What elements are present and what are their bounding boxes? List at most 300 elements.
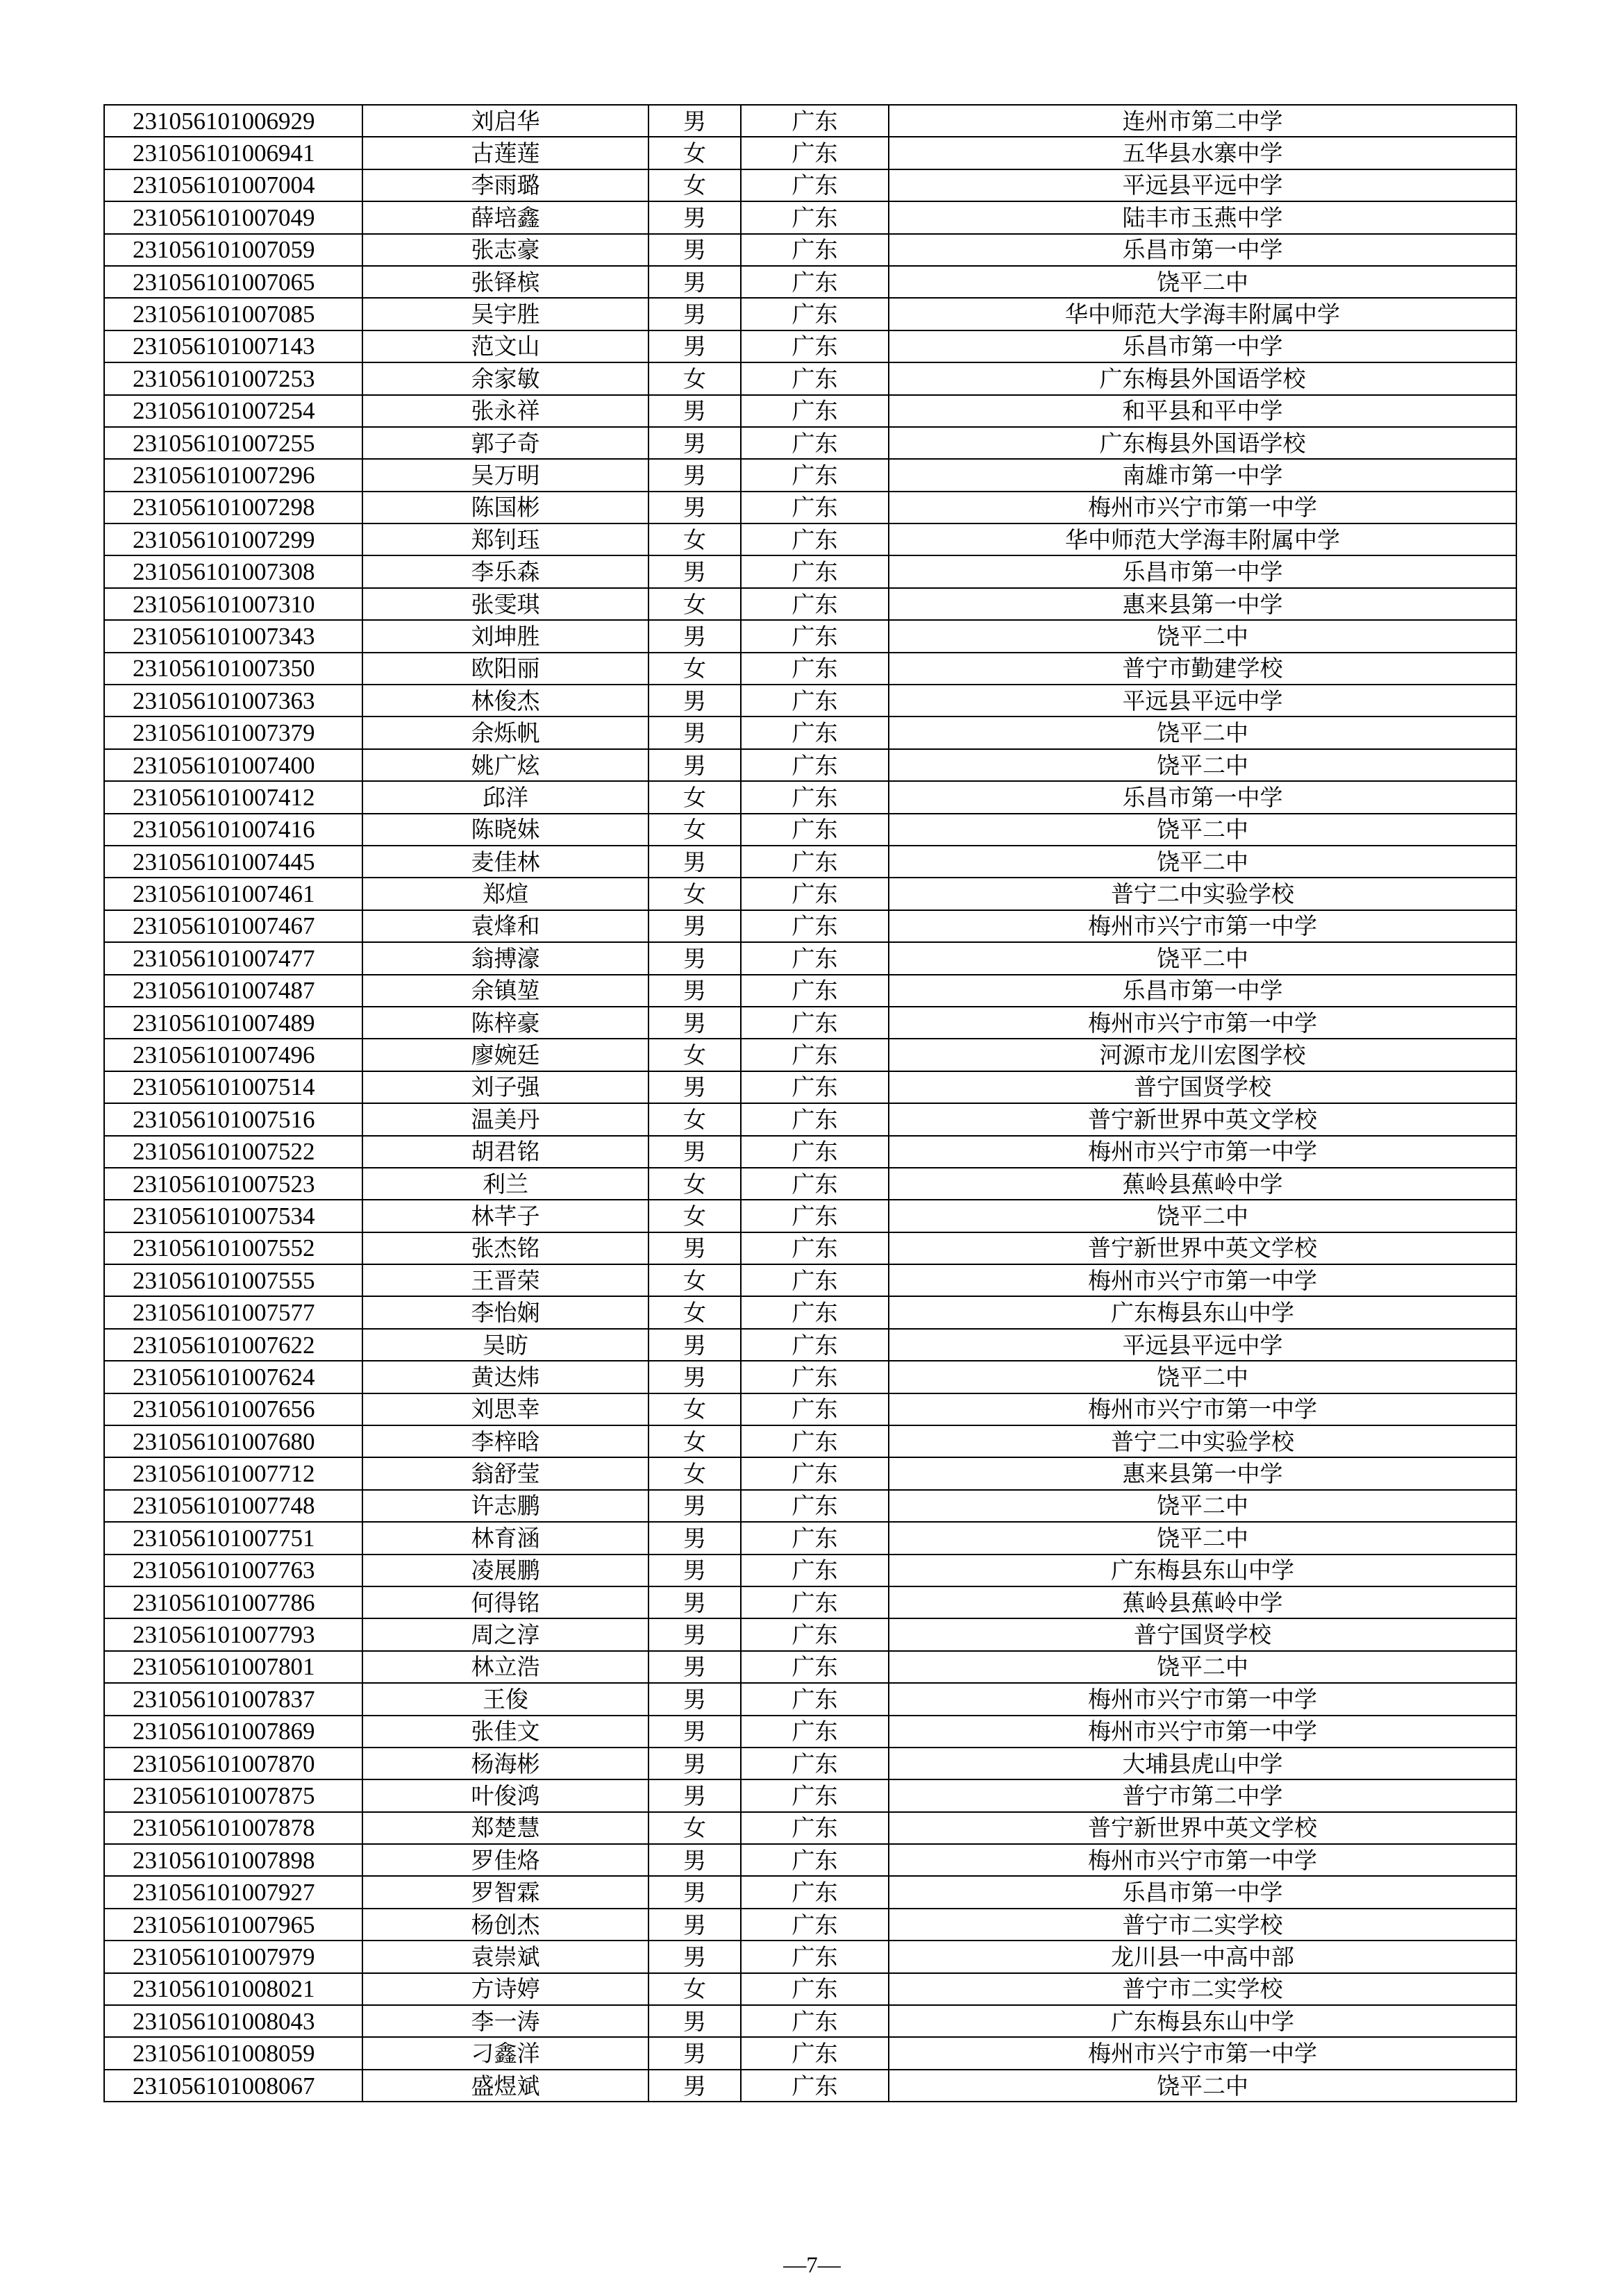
candidate-id-cell: 231056101007308: [104, 555, 362, 587]
candidate-id-cell: 231056101007004: [104, 169, 362, 201]
candidate-id-cell: 231056101007514: [104, 1071, 362, 1103]
province-cell: 广东: [741, 620, 889, 652]
table-row: [104, 1973, 1516, 2005]
student-name-cell: 袁崇斌: [362, 1941, 648, 1972]
table-row: [104, 234, 1516, 266]
school-cell: 普宁市二实学校: [889, 1973, 1516, 2005]
school-cell: 饶平二中: [889, 717, 1516, 748]
candidate-id-cell: 231056101007467: [104, 910, 362, 942]
student-name-cell: 胡君铭: [362, 1136, 648, 1168]
student-name-cell: 王晋荣: [362, 1264, 648, 1296]
student-name-cell: 吴万明: [362, 459, 648, 491]
school-cell: 梅州市兴宁市第一中学: [889, 492, 1516, 523]
school-cell: 饶平二中: [889, 814, 1516, 846]
table-row: [104, 653, 1516, 685]
school-cell: 和平县和平中学: [889, 395, 1516, 427]
student-name-cell: 林立浩: [362, 1651, 648, 1683]
student-name-cell: 余镇堃: [362, 975, 648, 1007]
gender-cell: 女: [648, 781, 741, 813]
table-row: [104, 1941, 1516, 1972]
province-cell: 广东: [741, 1683, 889, 1715]
province-cell: 广东: [741, 1716, 889, 1748]
student-name-cell: 张铎槟: [362, 266, 648, 298]
province-cell: 广东: [741, 1779, 889, 1811]
gender-cell: 男: [648, 685, 741, 717]
school-cell: 五华县水寨中学: [889, 137, 1516, 169]
school-cell: 普宁新世界中英文学校: [889, 1812, 1516, 1844]
candidate-id-cell: 231056101007461: [104, 878, 362, 910]
candidate-id-cell: 231056101007487: [104, 975, 362, 1007]
table-row: [104, 395, 1516, 427]
province-cell: 广东: [741, 1586, 889, 1618]
school-cell: 梅州市兴宁市第一中学: [889, 1844, 1516, 1876]
province-cell: 广东: [741, 1393, 889, 1425]
candidate-id-cell: 231056101007793: [104, 1618, 362, 1650]
school-cell: 大埔县虎山中学: [889, 1748, 1516, 1779]
student-name-cell: 林俊杰: [362, 685, 648, 717]
table-row: [104, 1264, 1516, 1296]
table-row: [104, 814, 1516, 846]
candidate-id-cell: 231056101007786: [104, 1586, 362, 1618]
province-cell: 广东: [741, 105, 889, 137]
student-name-cell: 刘启华: [362, 105, 648, 137]
gender-cell: 女: [648, 362, 741, 394]
gender-cell: 男: [648, 1522, 741, 1554]
candidate-id-cell: 231056101007555: [104, 1264, 362, 1296]
school-cell: 饶平二中: [889, 749, 1516, 781]
province-cell: 广东: [741, 1973, 889, 2005]
table-row: [104, 201, 1516, 233]
table-row: [104, 1490, 1516, 1522]
school-cell: 广东梅县东山中学: [889, 1296, 1516, 1328]
gender-cell: 男: [648, 1490, 741, 1522]
candidate-id-cell: 231056101006929: [104, 105, 362, 137]
student-name-cell: 姚广炫: [362, 749, 648, 781]
province-cell: 广东: [741, 169, 889, 201]
table-row: [104, 105, 1516, 137]
student-name-cell: 吴宇胜: [362, 298, 648, 330]
school-cell: 平远县平远中学: [889, 169, 1516, 201]
student-name-cell: 罗佳烙: [362, 1844, 648, 1876]
student-name-cell: 叶俊鸿: [362, 1779, 648, 1811]
school-cell: 梅州市兴宁市第一中学: [889, 1007, 1516, 1039]
table-row: [104, 1683, 1516, 1715]
table-row: [104, 1716, 1516, 1748]
student-name-cell: 李一涛: [362, 2005, 648, 2037]
student-name-cell: 罗智霖: [362, 1876, 648, 1908]
province-cell: 广东: [741, 330, 889, 362]
gender-cell: 女: [648, 1264, 741, 1296]
gender-cell: 男: [648, 942, 741, 974]
school-cell: 乐昌市第一中学: [889, 234, 1516, 266]
student-name-cell: 刁鑫洋: [362, 2037, 648, 2069]
student-name-cell: 薛培鑫: [362, 201, 648, 233]
gender-cell: 女: [648, 1296, 741, 1328]
province-cell: 广东: [741, 846, 889, 878]
candidate-id-cell: 231056101007898: [104, 1844, 362, 1876]
candidate-id-cell: 231056101007065: [104, 266, 362, 298]
candidate-id-cell: 231056101008021: [104, 1973, 362, 2005]
gender-cell: 男: [648, 105, 741, 137]
student-name-cell: 王俊: [362, 1683, 648, 1715]
table-row: [104, 298, 1516, 330]
province-cell: 广东: [741, 1103, 889, 1135]
province-cell: 广东: [741, 1941, 889, 1972]
student-name-cell: 许志鹏: [362, 1490, 648, 1522]
student-name-cell: 方诗婷: [362, 1973, 648, 2005]
candidate-id-cell: 231056101008043: [104, 2005, 362, 2037]
province-cell: 广东: [741, 910, 889, 942]
province-cell: 广东: [741, 1748, 889, 1779]
candidate-id-cell: 231056101007445: [104, 846, 362, 878]
province-cell: 广东: [741, 1361, 889, 1393]
candidate-id-cell: 231056101007979: [104, 1941, 362, 1972]
student-name-cell: 麦佳林: [362, 846, 648, 878]
table-row: [104, 1586, 1516, 1618]
school-cell: 普宁国贤学校: [889, 1618, 1516, 1650]
student-name-cell: 利兰: [362, 1168, 648, 1200]
gender-cell: 男: [648, 620, 741, 652]
province-cell: 广东: [741, 234, 889, 266]
candidate-id-cell: 231056101007523: [104, 1168, 362, 1200]
student-name-cell: 陈梓豪: [362, 1007, 648, 1039]
candidate-id-cell: 231056101007350: [104, 653, 362, 685]
candidate-id-cell: 231056101007680: [104, 1425, 362, 1457]
gender-cell: 男: [648, 1361, 741, 1393]
table-row: [104, 1329, 1516, 1361]
student-name-cell: 杨海彬: [362, 1748, 648, 1779]
student-name-cell: 古莲莲: [362, 137, 648, 169]
table-row: [104, 459, 1516, 491]
gender-cell: 男: [648, 1844, 741, 1876]
table-row: [104, 1296, 1516, 1328]
school-cell: 连州市第二中学: [889, 105, 1516, 137]
candidate-id-cell: 231056101007622: [104, 1329, 362, 1361]
province-cell: 广东: [741, 749, 889, 781]
school-cell: 饶平二中: [889, 942, 1516, 974]
candidate-id-cell: 231056101007310: [104, 588, 362, 620]
candidate-id-cell: 231056101007751: [104, 1522, 362, 1554]
candidate-id-cell: 231056101007412: [104, 781, 362, 813]
province-cell: 广东: [741, 1457, 889, 1489]
school-cell: 华中师范大学海丰附属中学: [889, 298, 1516, 330]
gender-cell: 男: [648, 427, 741, 459]
gender-cell: 男: [648, 459, 741, 491]
school-cell: 蕉岭县蕉岭中学: [889, 1168, 1516, 1200]
gender-cell: 女: [648, 814, 741, 846]
candidate-id-cell: 231056101007296: [104, 459, 362, 491]
school-cell: 饶平二中: [889, 1651, 1516, 1683]
gender-cell: 男: [648, 1748, 741, 1779]
candidate-id-cell: 231056101007624: [104, 1361, 362, 1393]
gender-cell: 男: [648, 1779, 741, 1811]
province-cell: 广东: [741, 878, 889, 910]
candidate-id-cell: 231056101007748: [104, 1490, 362, 1522]
province-cell: 广东: [741, 362, 889, 394]
table-row: [104, 717, 1516, 748]
gender-cell: 男: [648, 234, 741, 266]
gender-cell: 女: [648, 653, 741, 685]
gender-cell: 男: [648, 1007, 741, 1039]
table-row: [104, 749, 1516, 781]
candidate-id-cell: 231056101008067: [104, 2070, 362, 2102]
school-cell: 华中师范大学海丰附属中学: [889, 523, 1516, 555]
school-cell: 蕉岭县蕉岭中学: [889, 1586, 1516, 1618]
school-cell: 乐昌市第一中学: [889, 555, 1516, 587]
school-cell: 南雄市第一中学: [889, 459, 1516, 491]
province-cell: 广东: [741, 1555, 889, 1586]
gender-cell: 男: [648, 1941, 741, 1972]
province-cell: 广东: [741, 1039, 889, 1071]
school-cell: 梅州市兴宁市第一中学: [889, 1716, 1516, 1748]
gender-cell: 女: [648, 169, 741, 201]
table-row: [104, 2070, 1516, 2102]
province-cell: 广东: [741, 395, 889, 427]
table-row: [104, 1361, 1516, 1393]
student-name-cell: 袁烽和: [362, 910, 648, 942]
province-cell: 广东: [741, 427, 889, 459]
school-cell: 平远县平远中学: [889, 685, 1516, 717]
province-cell: 广东: [741, 1812, 889, 1844]
gender-cell: 男: [648, 1876, 741, 1908]
gender-cell: 男: [648, 1651, 741, 1683]
candidate-id-cell: 231056101007552: [104, 1232, 362, 1264]
gender-cell: 男: [648, 975, 741, 1007]
table-row: [104, 1844, 1516, 1876]
candidate-id-cell: 231056101007577: [104, 1296, 362, 1328]
table-row: [104, 1168, 1516, 1200]
province-cell: 广东: [741, 1071, 889, 1103]
candidate-id-cell: 231056101007049: [104, 201, 362, 233]
school-cell: 陆丰市玉燕中学: [889, 201, 1516, 233]
school-cell: 普宁市第二中学: [889, 1779, 1516, 1811]
table-row: [104, 620, 1516, 652]
province-cell: 广东: [741, 298, 889, 330]
school-cell: 饶平二中: [889, 1522, 1516, 1554]
student-name-cell: 张永祥: [362, 395, 648, 427]
school-cell: 饶平二中: [889, 1490, 1516, 1522]
school-cell: 饶平二中: [889, 1361, 1516, 1393]
school-cell: 饶平二中: [889, 2070, 1516, 2102]
school-cell: 饶平二中: [889, 620, 1516, 652]
province-cell: 广东: [741, 685, 889, 717]
province-cell: 广东: [741, 1490, 889, 1522]
school-cell: 梅州市兴宁市第一中学: [889, 1264, 1516, 1296]
table-row: [104, 781, 1516, 813]
province-cell: 广东: [741, 1909, 889, 1941]
province-cell: 广东: [741, 1168, 889, 1200]
student-name-cell: 黄达炜: [362, 1361, 648, 1393]
province-cell: 广东: [741, 201, 889, 233]
candidate-id-cell: 231056101007489: [104, 1007, 362, 1039]
gender-cell: 女: [648, 137, 741, 169]
province-cell: 广东: [741, 588, 889, 620]
student-name-cell: 周之淳: [362, 1618, 648, 1650]
table-row: [104, 523, 1516, 555]
table-row: [104, 1876, 1516, 1908]
gender-cell: 男: [648, 201, 741, 233]
student-name-cell: 余家敏: [362, 362, 648, 394]
province-cell: 广东: [741, 781, 889, 813]
province-cell: 广东: [741, 1522, 889, 1554]
student-name-cell: 陈晓妹: [362, 814, 648, 846]
student-table-body: [104, 105, 1516, 2102]
candidate-id-cell: 231056101007763: [104, 1555, 362, 1586]
table-row: [104, 878, 1516, 910]
student-name-cell: 李梓晗: [362, 1425, 648, 1457]
gender-cell: 男: [648, 2070, 741, 2102]
province-cell: 广东: [741, 1425, 889, 1457]
student-table: [103, 104, 1517, 2102]
province-cell: 广东: [741, 1296, 889, 1328]
student-name-cell: 刘坤胜: [362, 620, 648, 652]
province-cell: 广东: [741, 1232, 889, 1264]
school-cell: 广东梅县东山中学: [889, 1555, 1516, 1586]
gender-cell: 女: [648, 1393, 741, 1425]
student-name-cell: 翁搏濠: [362, 942, 648, 974]
candidate-id-cell: 231056101007801: [104, 1651, 362, 1683]
table-row: [104, 1457, 1516, 1489]
student-name-cell: 刘思幸: [362, 1393, 648, 1425]
school-cell: 广东梅县外国语学校: [889, 362, 1516, 394]
table-row: [104, 685, 1516, 717]
candidate-id-cell: 231056101007870: [104, 1748, 362, 1779]
province-cell: 广东: [741, 653, 889, 685]
gender-cell: 男: [648, 749, 741, 781]
gender-cell: 男: [648, 1555, 741, 1586]
province-cell: 广东: [741, 137, 889, 169]
province-cell: 广东: [741, 1329, 889, 1361]
school-cell: 乐昌市第一中学: [889, 1876, 1516, 1908]
province-cell: 广东: [741, 717, 889, 748]
gender-cell: 女: [648, 1103, 741, 1135]
table-row: [104, 2005, 1516, 2037]
student-name-cell: 邱洋: [362, 781, 648, 813]
candidate-id-cell: 231056101007143: [104, 330, 362, 362]
student-name-cell: 张杰铭: [362, 1232, 648, 1264]
student-name-cell: 李雨璐: [362, 169, 648, 201]
school-cell: 龙川县一中高中部: [889, 1941, 1516, 1972]
gender-cell: 女: [648, 1168, 741, 1200]
candidate-id-cell: 231056101007299: [104, 523, 362, 555]
province-cell: 广东: [741, 2005, 889, 2037]
school-cell: 饶平二中: [889, 1200, 1516, 1232]
gender-cell: 男: [648, 846, 741, 878]
candidate-id-cell: 231056101007656: [104, 1393, 362, 1425]
table-row: [104, 1393, 1516, 1425]
student-name-cell: 余烁帆: [362, 717, 648, 748]
province-cell: 广东: [741, 975, 889, 1007]
table-row: [104, 1007, 1516, 1039]
school-cell: 河源市龙川宏图学校: [889, 1039, 1516, 1071]
province-cell: 广东: [741, 814, 889, 846]
student-name-cell: 李乐森: [362, 555, 648, 587]
table-row: [104, 362, 1516, 394]
province-cell: 广东: [741, 942, 889, 974]
school-cell: 乐昌市第一中学: [889, 781, 1516, 813]
table-row: [104, 1618, 1516, 1650]
province-cell: 广东: [741, 1651, 889, 1683]
candidate-id-cell: 231056101007254: [104, 395, 362, 427]
candidate-id-cell: 231056101007837: [104, 1683, 362, 1715]
student-name-cell: 盛煜斌: [362, 2070, 648, 2102]
school-cell: 梅州市兴宁市第一中学: [889, 910, 1516, 942]
candidate-id-cell: 231056101007965: [104, 1909, 362, 1941]
school-cell: 普宁新世界中英文学校: [889, 1232, 1516, 1264]
candidate-id-cell: 231056101007298: [104, 492, 362, 523]
student-name-cell: 郑煊: [362, 878, 648, 910]
table-row: [104, 1136, 1516, 1168]
school-cell: 梅州市兴宁市第一中学: [889, 1393, 1516, 1425]
candidate-id-cell: 231056101007496: [104, 1039, 362, 1071]
province-cell: 广东: [741, 1136, 889, 1168]
province-cell: 广东: [741, 523, 889, 555]
gender-cell: 男: [648, 555, 741, 587]
candidate-id-cell: 231056101007416: [104, 814, 362, 846]
candidate-id-cell: 231056101007343: [104, 620, 362, 652]
school-cell: 普宁市二实学校: [889, 1909, 1516, 1941]
admission-list: [103, 104, 1516, 2102]
gender-cell: 男: [648, 1683, 741, 1715]
table-row: [104, 266, 1516, 298]
candidate-id-cell: 231056101007255: [104, 427, 362, 459]
table-row: [104, 1555, 1516, 1586]
gender-cell: 女: [648, 588, 741, 620]
student-name-cell: 郭子奇: [362, 427, 648, 459]
candidate-id-cell: 231056101007869: [104, 1716, 362, 1748]
gender-cell: 男: [648, 298, 741, 330]
province-cell: 广东: [741, 459, 889, 491]
table-row: [104, 1425, 1516, 1457]
candidate-id-cell: 231056101007522: [104, 1136, 362, 1168]
province-cell: 广东: [741, 492, 889, 523]
candidate-id-cell: 231056101007379: [104, 717, 362, 748]
school-cell: 乐昌市第一中学: [889, 975, 1516, 1007]
gender-cell: 女: [648, 1425, 741, 1457]
candidate-id-cell: 231056101007878: [104, 1812, 362, 1844]
school-cell: 普宁市勤建学校: [889, 653, 1516, 685]
school-cell: 惠来县第一中学: [889, 588, 1516, 620]
gender-cell: 男: [648, 266, 741, 298]
school-cell: 梅州市兴宁市第一中学: [889, 2037, 1516, 2069]
province-cell: 广东: [741, 2037, 889, 2069]
gender-cell: 男: [648, 330, 741, 362]
student-name-cell: 李怡娴: [362, 1296, 648, 1328]
school-cell: 平远县平远中学: [889, 1329, 1516, 1361]
table-row: [104, 1909, 1516, 1941]
student-name-cell: 张佳文: [362, 1716, 648, 1748]
table-row: [104, 1071, 1516, 1103]
student-name-cell: 林育涵: [362, 1522, 648, 1554]
gender-cell: 女: [648, 878, 741, 910]
province-cell: 广东: [741, 1200, 889, 1232]
school-cell: 广东梅县外国语学校: [889, 427, 1516, 459]
student-name-cell: 范文山: [362, 330, 648, 362]
candidate-id-cell: 231056101007534: [104, 1200, 362, 1232]
gender-cell: 男: [648, 492, 741, 523]
student-name-cell: 郑楚慧: [362, 1812, 648, 1844]
student-name-cell: 张志豪: [362, 234, 648, 266]
gender-cell: 男: [648, 1232, 741, 1264]
candidate-id-cell: 231056101007253: [104, 362, 362, 394]
student-name-cell: 陈国彬: [362, 492, 648, 523]
province-cell: 广东: [741, 1844, 889, 1876]
province-cell: 广东: [741, 555, 889, 587]
candidate-id-cell: 231056101007363: [104, 685, 362, 717]
table-row: [104, 555, 1516, 587]
student-name-cell: 林芊子: [362, 1200, 648, 1232]
gender-cell: 女: [648, 1973, 741, 2005]
